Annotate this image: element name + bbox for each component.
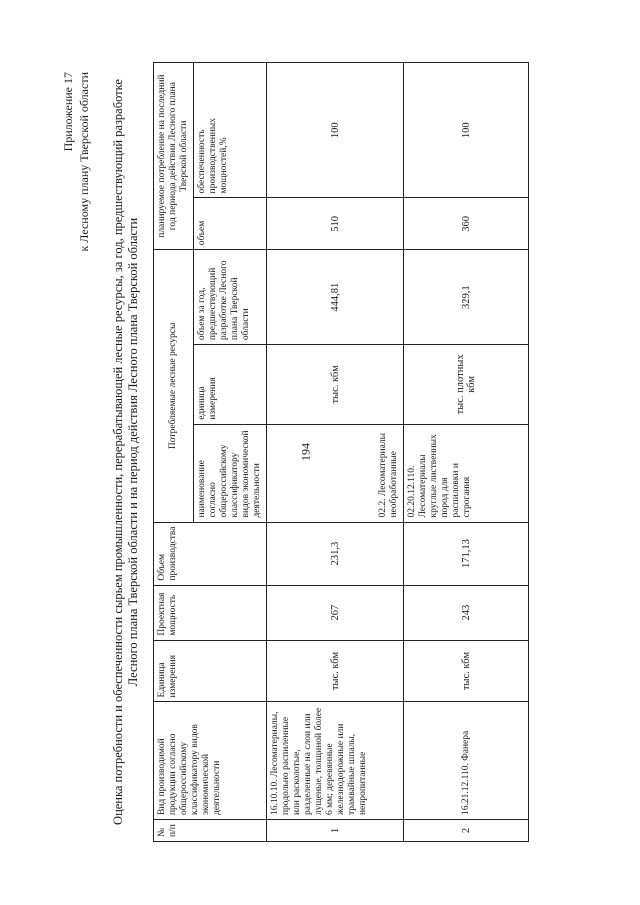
row-design-capacity: 243 [404,585,529,640]
row-planned-provision: 100 [404,63,529,198]
rotated-page-content [55,62,585,842]
row-consumed-prev-year: 329,1 [404,250,529,345]
header-planned-provision: обеспеченность производственных мощностей,% [194,63,267,198]
row-num: 1 [267,820,404,842]
table-row [267,63,404,842]
row-product-type: 16.21.12.110. Фанера [404,702,529,820]
row-unit: тыс. кбм [267,640,404,702]
row-product-type: 16.10.10. Лесоматериалы, продольно распиленные или расколотые, разделенные на слои или лущеные, толщиной более 6 мм; деревянные железнодорожные или трамвайные шпалы, непропитанные [267,702,404,820]
header-design-capacity: Проектная мощность [154,585,267,640]
page-number: 194 [298,443,313,461]
row-consumed-name: 02.2. Лесоматериалы необработанные [267,424,404,522]
row-production-volume: 171,13 [404,522,529,585]
header-planned-volume: объем [194,198,267,250]
row-consumed-unit: тыс. кбм [267,345,404,425]
resource-table [153,62,529,842]
header-row-1 [154,63,194,842]
row-planned-volume: 360 [404,198,529,250]
document-title: Оценка потребности и обеспеченности сырьем промышленности, перерабатывающей лесные ресурсы, за год, предшествующий разработке Лесного плана Тверской области и на период действия Лесного плана Тверской области [111,79,140,825]
header-product-type: Вид производимой продукции согласно общероссийскому классификатору видов экономической деятельности [154,702,267,820]
row-planned-volume: 510 [267,198,404,250]
header-num: № п/п [154,820,267,842]
row-consumed-unit: тыс. плотных кбм [404,345,529,425]
row-production-volume: 231,3 [267,522,404,585]
header-consumed-unit: единица измерения [194,345,267,425]
appendix-subtitle: к Лесному плану Тверской области [77,72,91,252]
header-production-volume: Объем производства [154,522,267,585]
appendix-title: Приложение 17 [61,72,75,152]
row-planned-provision: 100 [267,63,404,198]
header-unit: Единица измерения [154,640,267,702]
row-consumed-prev-year: 444,81 [267,250,404,345]
header-planned-consumption: планируемое потребление на последний год периода действия Лесного плана Тверской области [154,63,194,250]
row-num: 2 [404,820,529,842]
header-consumed-name: наименование согласно общероссийскому классификатору видов экономической деятельности [194,424,267,522]
row-consumed-name: 02.20.12.110. Лесоматериалы круглые лиственных пород для распиловки и строгания [404,424,529,522]
header-consumed-prev-year: объем за год, предшествующий разработке Лесного плана Тверской области [194,250,267,345]
table-row [404,63,529,842]
row-unit: тыс. кбм [404,640,529,702]
row-design-capacity: 267 [267,585,404,640]
header-consumed-resources: Потребляемые лесные ресурсы [154,250,194,522]
